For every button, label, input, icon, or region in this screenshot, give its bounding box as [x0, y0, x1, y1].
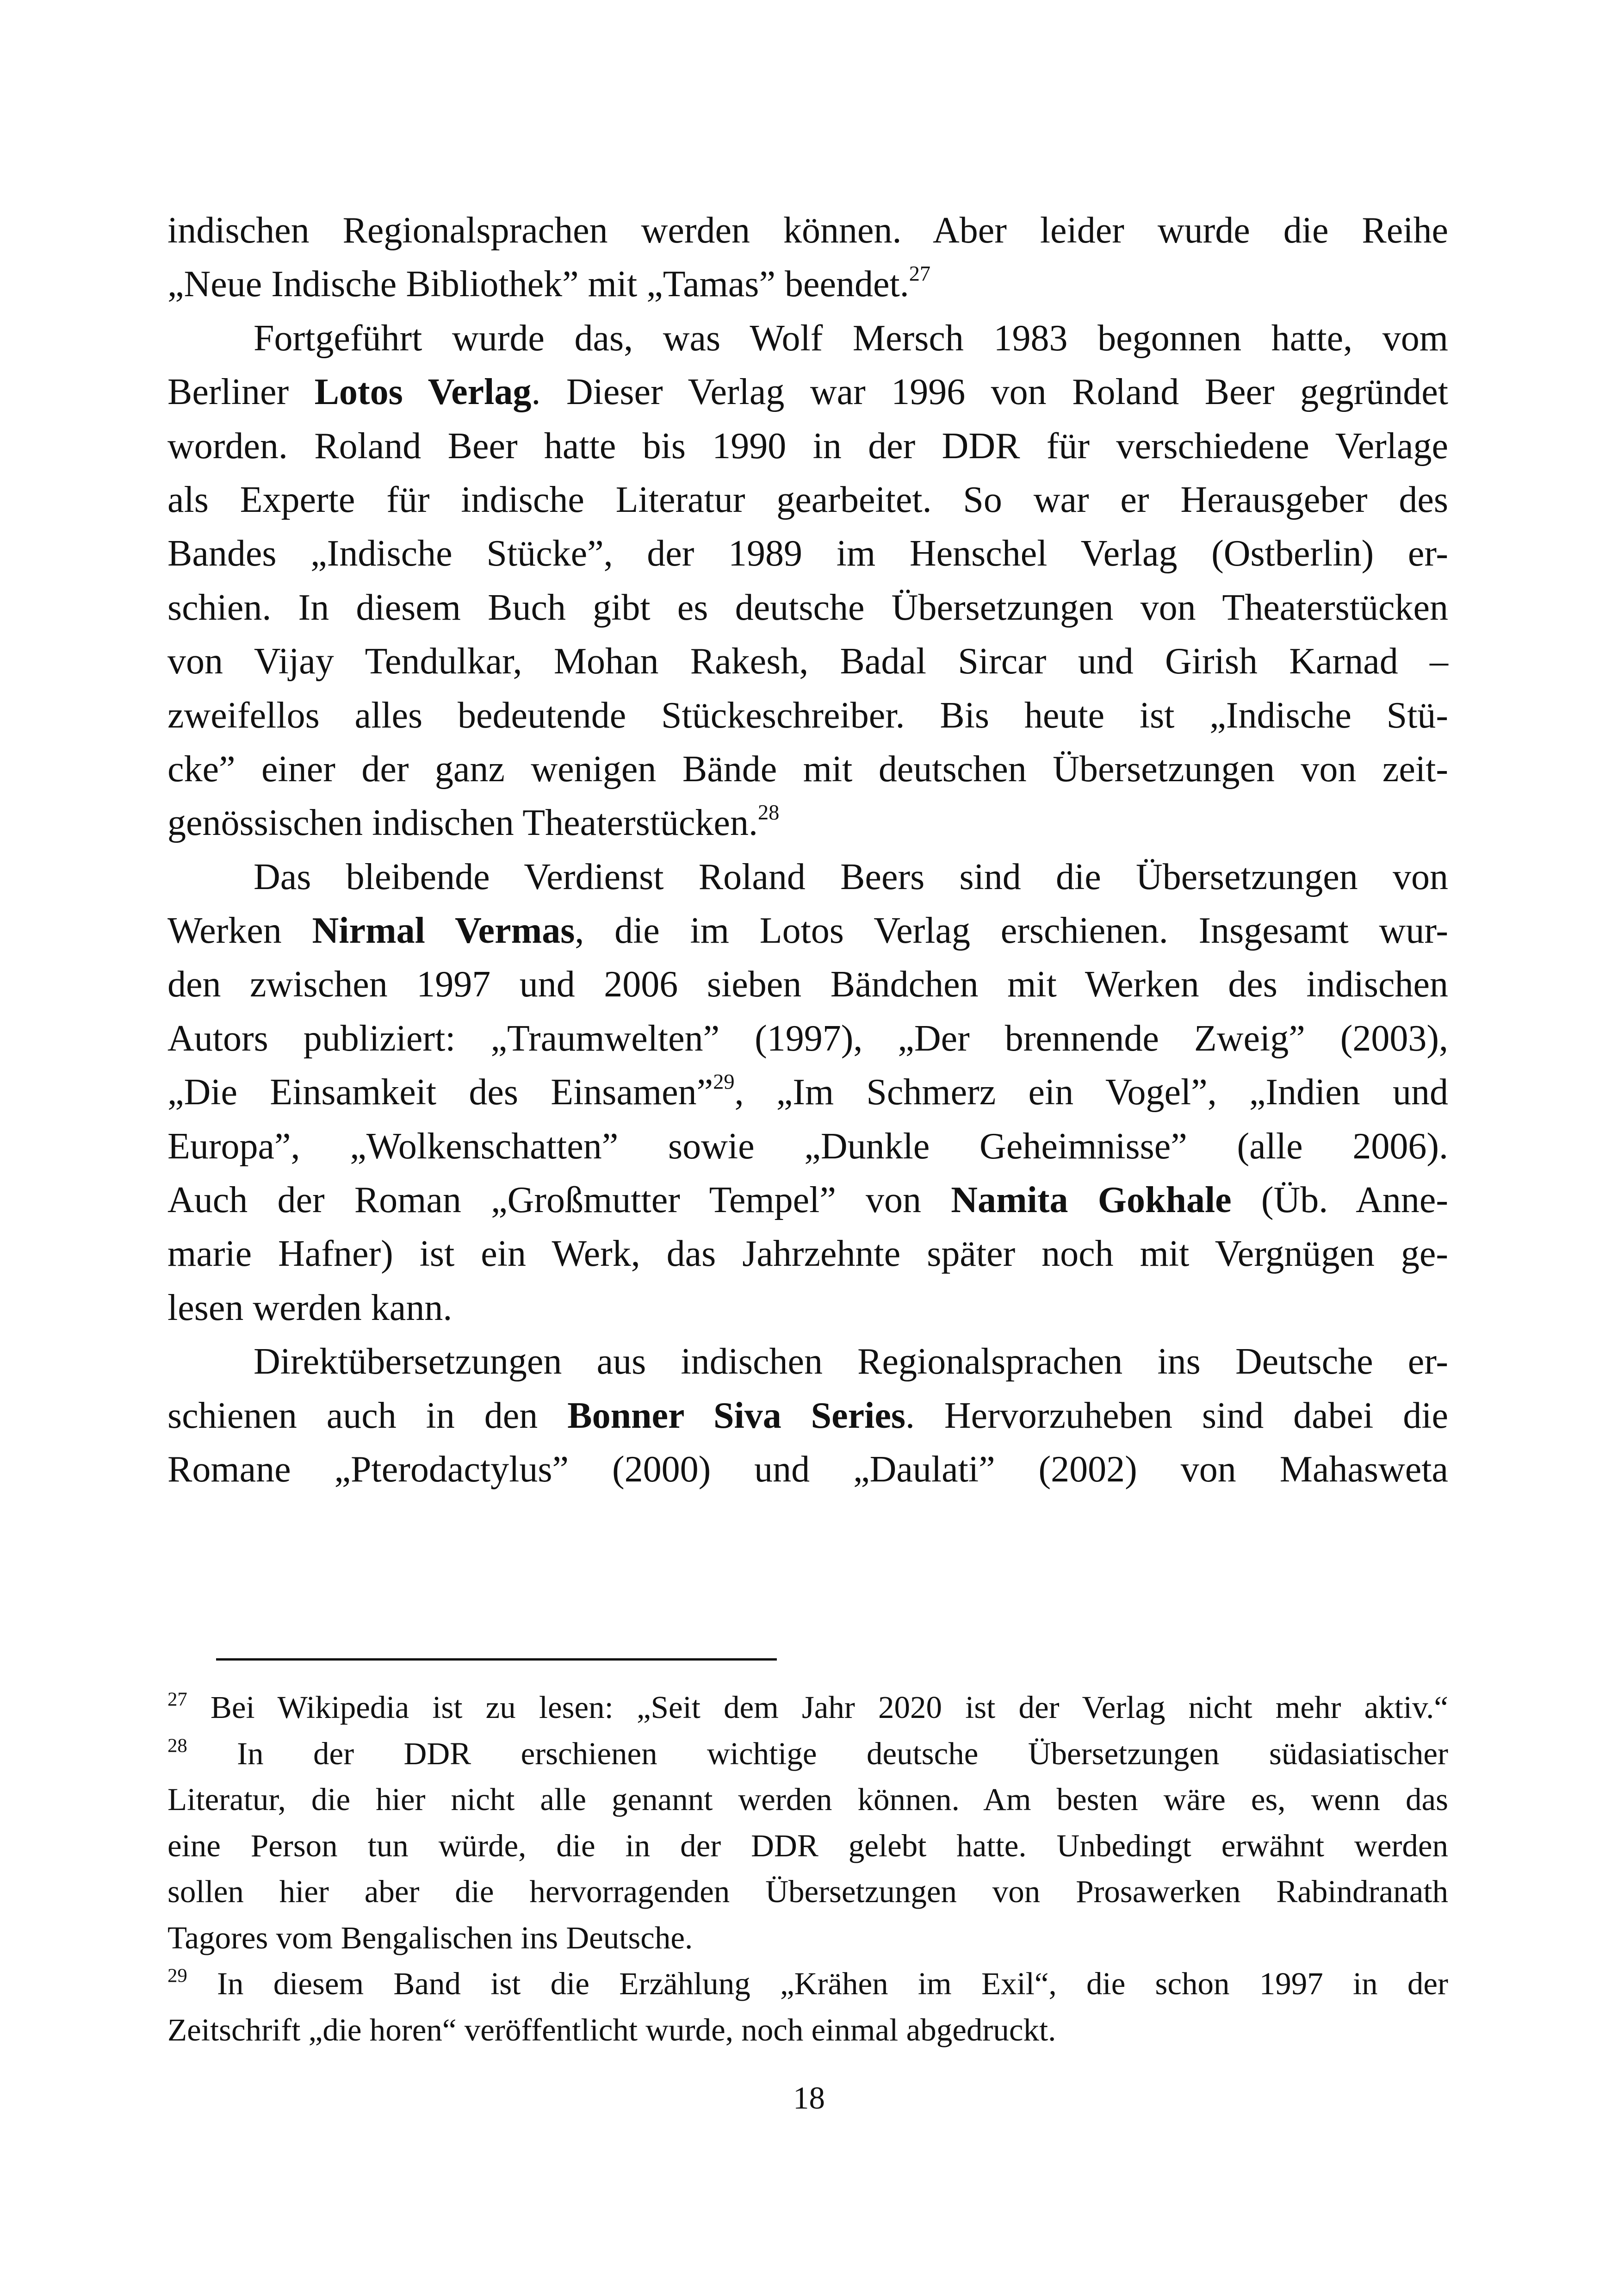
- footnote-line: Literatur, die hier nicht alle genannt werden können. Am besten wäre es, wenn das: [167, 1782, 1448, 1817]
- footnote-divider: [216, 1658, 777, 1661]
- footnote-28: $^{28}$ In der DDR erschienen wichtige deutsche Übersetzungen südasiatischer: [167, 1734, 1448, 1771]
- footnote-number: 29: [167, 1965, 187, 1987]
- body-line: Autors publiziert: „Traumwelten” (1997), „Der brennende Zweig” (2003),: [167, 1018, 1448, 1059]
- body-line: indischen Regionalsprachen werden können. Aber leider wurde die Reihe: [167, 210, 1448, 251]
- body-line: als Experte für indische Literatur gearbeitet. So war er Herausgeber des: [167, 479, 1448, 520]
- bold-name: Lotos Verlag: [314, 372, 532, 413]
- body-line: den zwischen 1997 und 2006 sieben Bändchen mit Werken des indischen: [167, 964, 1448, 1005]
- body-line: marie Hafner) ist ein Werk, das Jahrzehnte später noch mit Vergnügen ge-: [167, 1233, 1448, 1275]
- body-line: zweifellos alles bedeutende Stückeschreiber. Bis heute ist „Indische Stü-: [167, 695, 1448, 736]
- body-text: [167, 204, 1448, 1496]
- footnote-line: eine Person tun würde, die in der DDR gelebt hatte. Unbedingt erwähnt werden: [167, 1828, 1448, 1863]
- body-line: „Die Einsamkeit des Einsamen”$^{29}$, „Im Schmerz ein Vogel”, „Indien und: [167, 1070, 1448, 1113]
- paragraph-start: Fortgeführt wurde das, was Wolf Mersch 1983 begonnen hatte, vom: [254, 317, 1448, 359]
- body-line: Berliner Lotos Verlag. Dieser Verlag war 1996 von Roland Beer gegründet: [167, 372, 1449, 413]
- body-line: von Vijay Tendulkar, Mohan Rakesh, Badal Sircar und Girish Karnad –: [167, 641, 1448, 682]
- footnote-line: Zeitschrift „die horen“ veröffentlicht wurde, noch einmal abgedruckt.: [167, 2012, 1056, 2047]
- paragraph-start: Das bleibende Verdienst Roland Beers sind die Übersetzungen von: [254, 856, 1448, 897]
- body-line: Werken Nirmal Vermas, die im Lotos Verlag erschienen. Insgesamt wur-: [167, 910, 1448, 952]
- footnote-line: Tagores vom Bengalischen ins Deutsche.: [167, 1920, 693, 1955]
- footnote-number: 27: [167, 1688, 187, 1711]
- body-line: Auch der Roman „Großmutter Tempel” von Namita Gokhale (Üb. Anne-: [167, 1180, 1448, 1221]
- footnote-line: sollen hier aber die hervorragenden Übersetzungen von Prosawerken Rabindranath: [167, 1874, 1448, 1909]
- bold-name: Nirmal Vermas: [312, 910, 575, 952]
- body-line: worden. Roland Beer hatte bis 1990 in der DDR für verschiedene Verlage: [167, 425, 1448, 467]
- footnote-29: $^{29}$ In diesem Band ist die Erzählung „Krähen im Exil“, die schon 1997 in der: [167, 1965, 1448, 2001]
- footnote-27: $^{27}$ Bei Wikipedia ist zu lesen: „Seit dem Jahr 2020 ist der Verlag nicht mehr aktiv.“: [167, 1688, 1448, 1725]
- body-line: lesen werden kann.: [167, 1287, 453, 1328]
- body-line: schienen auch in den Bonner Siva Series. Hervorzuheben sind dabei die: [167, 1395, 1448, 1436]
- paragraph-start: Direktübersetzungen aus indischen Regionalsprachen ins Deutsche er-: [254, 1341, 1448, 1382]
- footnotes: [167, 1685, 1448, 2053]
- body-line: genössischen indischen Theaterstücken.$^{28}$: [167, 801, 780, 844]
- body-line: Romane „Pterodactylus” (2000) und „Daulati” (2002) von Mahasweta: [167, 1449, 1448, 1490]
- footnote-reference[interactable]: 29: [713, 1070, 735, 1094]
- body-line: „Neue Indische Bibliothek” mit „Tamas” beendet.$^{27}$: [167, 262, 931, 305]
- bold-name: Bonner Siva Series: [567, 1395, 905, 1436]
- footnote-reference[interactable]: 28: [757, 801, 780, 825]
- footnote-reference[interactable]: 27: [909, 262, 931, 286]
- body-line: schien. In diesem Buch gibt es deutsche Übersetzungen von Theaterstücken: [167, 587, 1448, 628]
- page-number: 18: [793, 2080, 825, 2116]
- footnote-number: 28: [167, 1734, 187, 1756]
- body-line: cke” einer der ganz wenigen Bände mit deutschen Übersetzungen von zeit-: [167, 748, 1448, 790]
- bold-name: Namita Gokhale: [951, 1180, 1232, 1221]
- body-line: Bandes „Indische Stücke”, der 1989 im Henschel Verlag (Ostberlin) er-: [167, 533, 1448, 574]
- body-line: Europa”, „Wolkenschatten” sowie „Dunkle Geheimnisse” (alle 2006).: [167, 1126, 1448, 1167]
